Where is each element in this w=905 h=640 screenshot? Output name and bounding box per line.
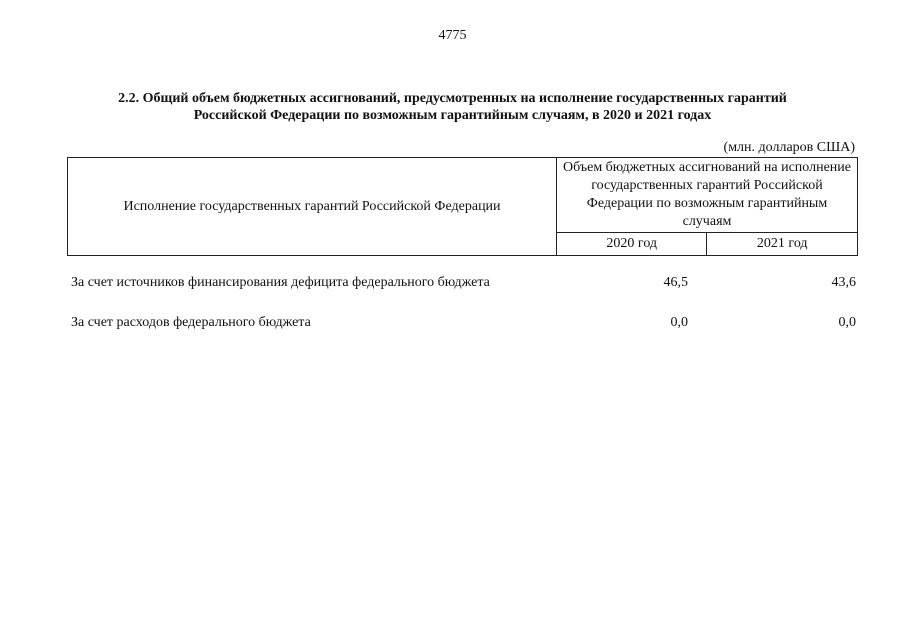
table-body — [67, 271, 858, 351]
row-label: За счет источников финансирования дефицита федерального бюджета — [71, 275, 490, 290]
table-row — [67, 311, 858, 351]
group-column-header: Объем бюджетных ассигнований на исполнение государственных гарантий Российской Федерации по возможным гарантийным случаям — [557, 158, 858, 233]
table-header — [67, 157, 858, 256]
section-title-line-1: 2.2. Общий объем бюджетных ассигнований, предусмотренных на исполнение государственных гарантий — [118, 91, 787, 106]
value-2020: 0,0 — [670, 315, 688, 330]
value-2020: 46,5 — [663, 275, 688, 290]
value-2021: 0,0 — [838, 315, 856, 330]
year-header-2020: 2020 год — [557, 233, 707, 256]
main-column-header: Исполнение государственных гарантий Российской Федерации — [68, 158, 557, 256]
year-header-2021: 2021 год — [707, 233, 858, 256]
table-row — [67, 271, 858, 311]
row-label: За счет расходов федерального бюджета — [71, 315, 311, 330]
section-title — [60, 90, 845, 124]
section-title-line-2: Российской Федерации по возможным гарантийным случаям, в 2020 и 2021 годах — [193, 108, 712, 123]
units-label: (млн. долларов США) — [723, 140, 855, 155]
value-2021: 43,6 — [831, 275, 856, 290]
page-number: 4775 — [438, 28, 467, 43]
